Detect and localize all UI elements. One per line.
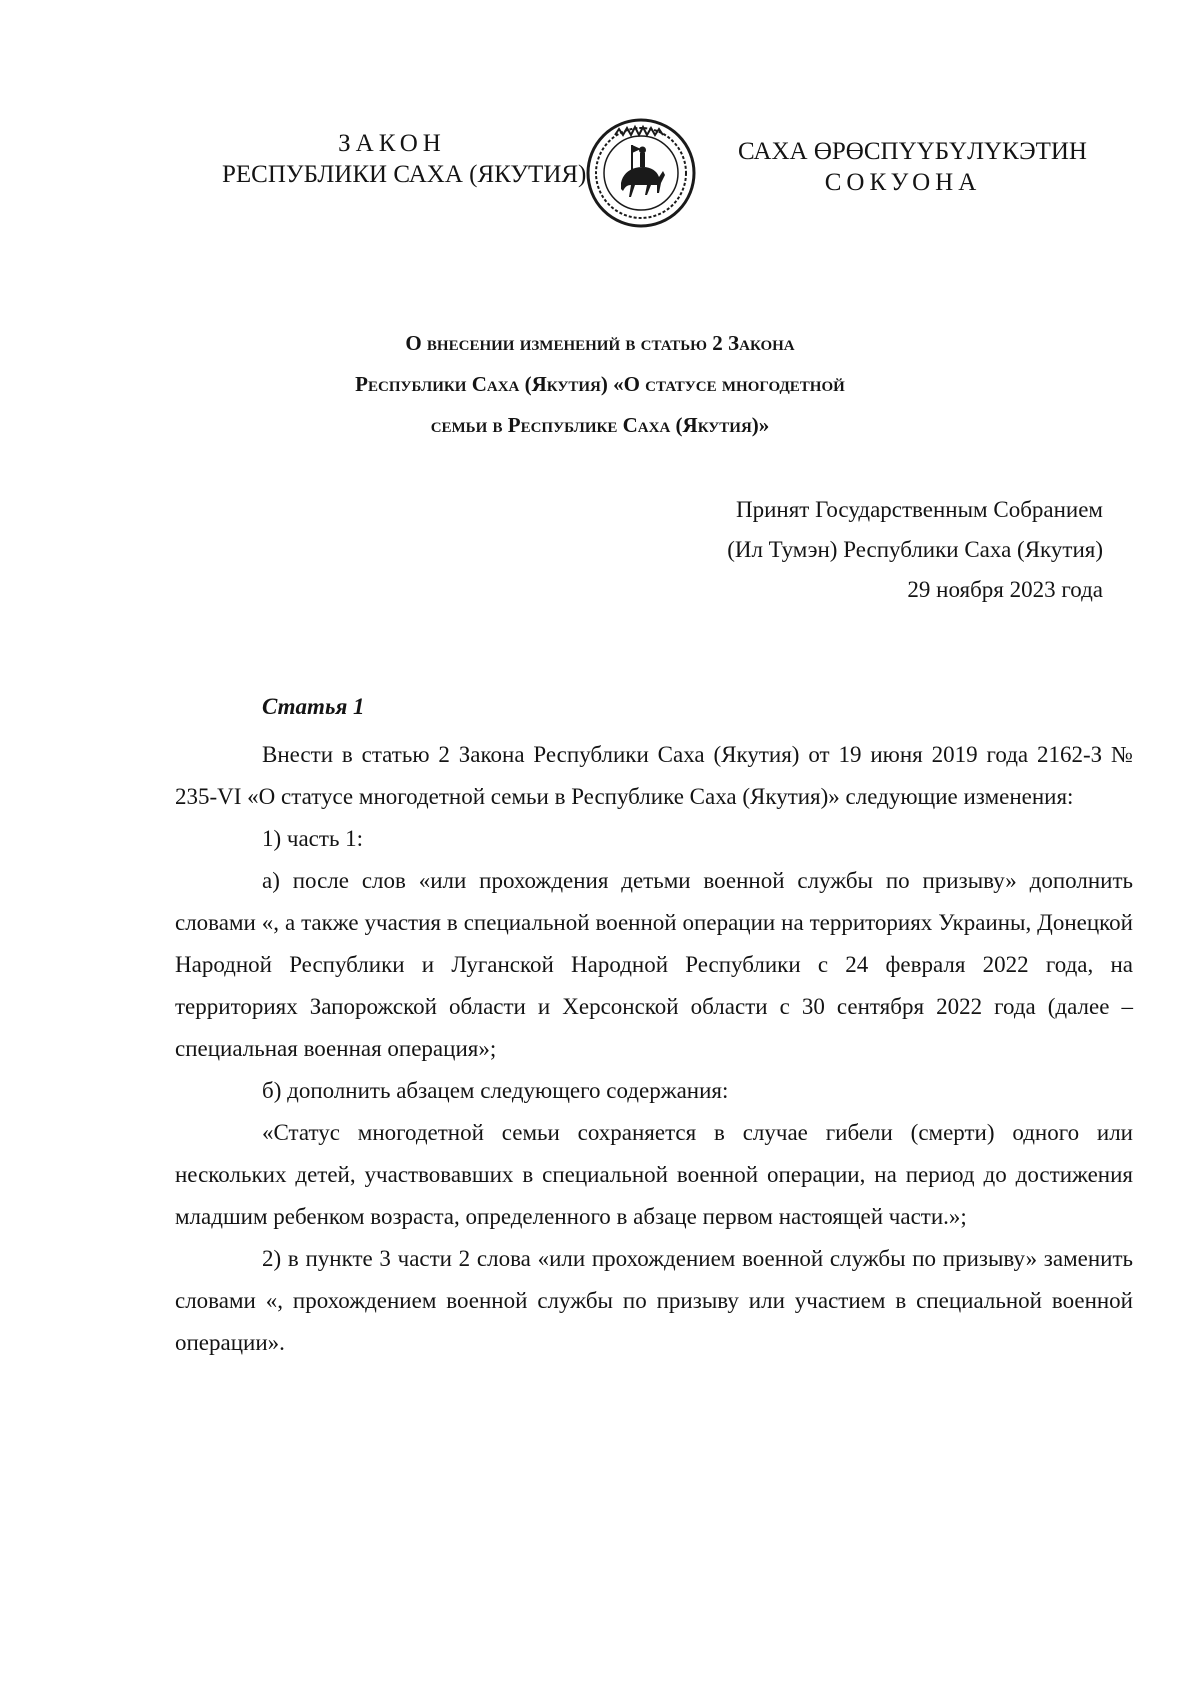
header-yakut-law-word: СОКУОНА <box>824 169 982 196</box>
adoption-line: (Ил Тумэн) Республики Саха (Якутия) <box>727 537 1103 562</box>
adoption-note <box>727 490 1103 610</box>
adoption-line: Принят Государственным Собранием <box>735 497 1103 522</box>
article-paragraph: а) после слов «или прохождения детьми военной службы по призыву» дополнить словами «, а также участия в специальной военной операции на территориях Украины, Донецкой Народной Республики и Луганской Народной Республики с 24 февраля 2022 года, на территориях Запорожской области и Херсонской области с 30 сентября 2022 года (далее – специальная военная операция»; <box>175 868 1133 1061</box>
header-russian <box>222 128 587 190</box>
header-yakut <box>738 136 1087 198</box>
article-heading: Статья 1 <box>262 694 365 719</box>
header-law-word: ЗАКОН <box>338 130 446 157</box>
header-yakut-republic: САХА ӨРӨСПҮҮБҮЛҮКЭТИН <box>738 138 1087 165</box>
article-paragraph: «Статус многодетной семьи сохраняется в случае гибели (смерти) одного или нескольких детей, участвовавших в специальной военной операции, на период до достижения младшим ребенком возраста, определенного в абзаце первом настоящей части.»; <box>175 1120 1133 1229</box>
article-paragraph: 2) в пункте 3 части 2 слова «или прохождением военной службы по призыву» заменить словами «, прохождением военной службы по призыву или участием в специальной военной операции». <box>175 1246 1133 1355</box>
law-title-line: семьи в Республике Саха (Якутия)» <box>430 413 770 437</box>
coat-of-arms-emblem-icon <box>585 117 697 229</box>
law-title <box>240 323 960 446</box>
article-paragraph: Внести в статью 2 Закона Республики Саха (Якутия) от 19 июня 2019 года 2162-З № 235-VI «О статусе многодетной семьи в Республике Саха (Якутия)» следующие изменения: <box>175 742 1133 809</box>
law-title-line: Республики Саха (Якутия) «О статусе многодетной <box>355 372 845 396</box>
law-title-line: О внесении изменений в статью 2 Закона <box>405 331 795 355</box>
article-paragraph: 1) часть 1: <box>262 826 364 851</box>
article-paragraph: б) дополнить абзацем следующего содержания: <box>262 1078 729 1103</box>
header-republic-name: РЕСПУБЛИКИ САХА (ЯКУТИЯ) <box>222 161 587 188</box>
article-body <box>175 734 1133 1364</box>
adoption-date: 29 ноября 2023 года <box>907 577 1103 602</box>
